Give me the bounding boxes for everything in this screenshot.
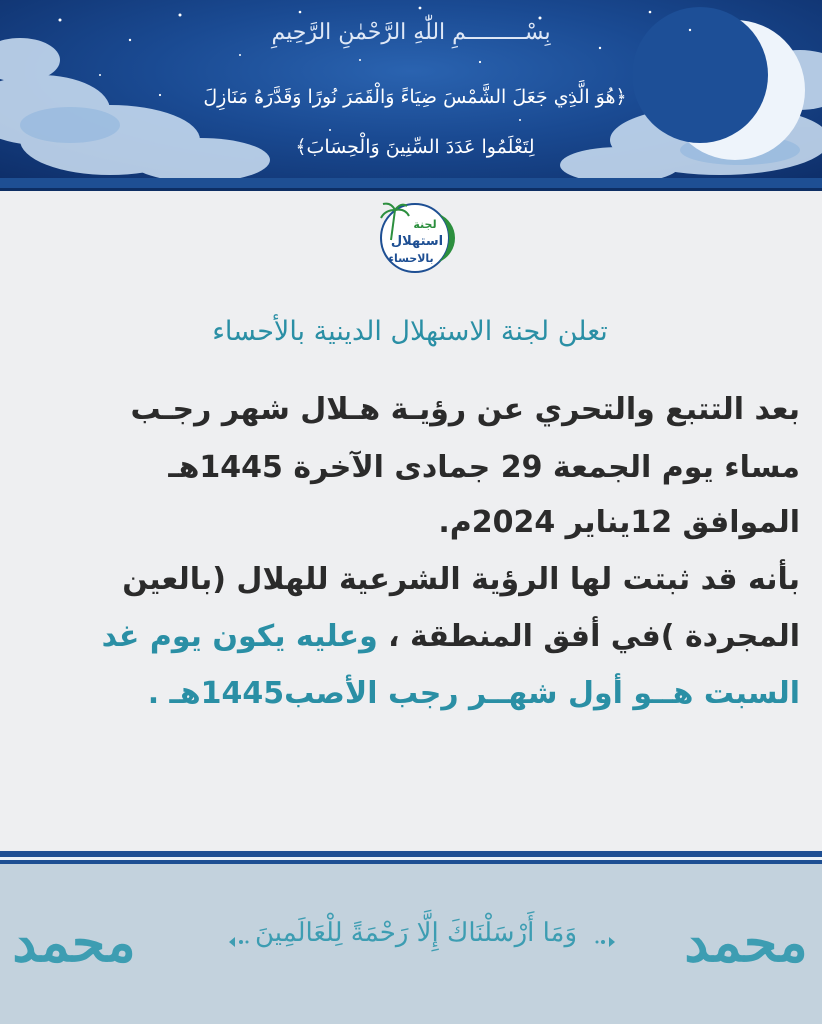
header-divider-dark	[0, 188, 822, 191]
body-line-6: السبت هــو أول شهــر رجب الأصب1445هـ .	[147, 676, 800, 711]
body-line-2: مساء يوم الجمعة 29 جمادى الآخرة 1445هـ	[168, 450, 800, 485]
body-line-5	[20, 619, 800, 654]
basmala-text: بِسْـــــــــمِ اللّٰهِ الرَّحْمٰنِ الرَّحِيمِ	[271, 20, 551, 45]
logo-line-3: بالاحساء	[388, 252, 434, 265]
verse-line-2: لِتَعْلَمُوا عَدَدَ السِّنِينَ وَالْحِسَابَ﴾	[295, 136, 535, 158]
muhammad-calligraphy-left: محمد	[12, 910, 136, 974]
committee-logo	[367, 200, 457, 278]
logo-line-2: استهلال	[390, 234, 444, 249]
muhammad-calligraphy-right: محمد	[684, 910, 808, 974]
logo-line-1: لجنة	[413, 218, 437, 231]
footer-verse: وَمَا أَرْسَلْنَاكَ إِلَّا رَحْمَةً لِلْعَالَمِينَ	[254, 918, 578, 948]
announcement-title: تعلن لجنة الاستهلال الدينية بالأحساء	[212, 316, 608, 347]
verse-line-1: ﴿هُوَ الَّذِي جَعَلَ الشَّمْسَ ضِيَاءً وَالْقَمَرَ نُورًا وَقَدَّرَهُ مَنَازِلَ	[203, 86, 627, 108]
body-line-3: الموافق 12يناير 2024م.	[438, 505, 800, 540]
ornament-right-icon	[595, 932, 617, 952]
body-line-5-teal: وعليه يكون يوم غد	[101, 619, 378, 654]
night-sky-header	[0, 0, 822, 178]
body-line-1: بعد التتبع والتحري عن رؤيـة هـلال شهر رجـب	[130, 392, 800, 427]
header-divider	[0, 178, 822, 188]
body-line-5-dark: المجردة )في أفق المنطقة ،	[377, 619, 800, 654]
body-line-4: بأنه قد ثبتت لها الرؤية الشرعية للهلال (بالعين	[122, 562, 800, 597]
